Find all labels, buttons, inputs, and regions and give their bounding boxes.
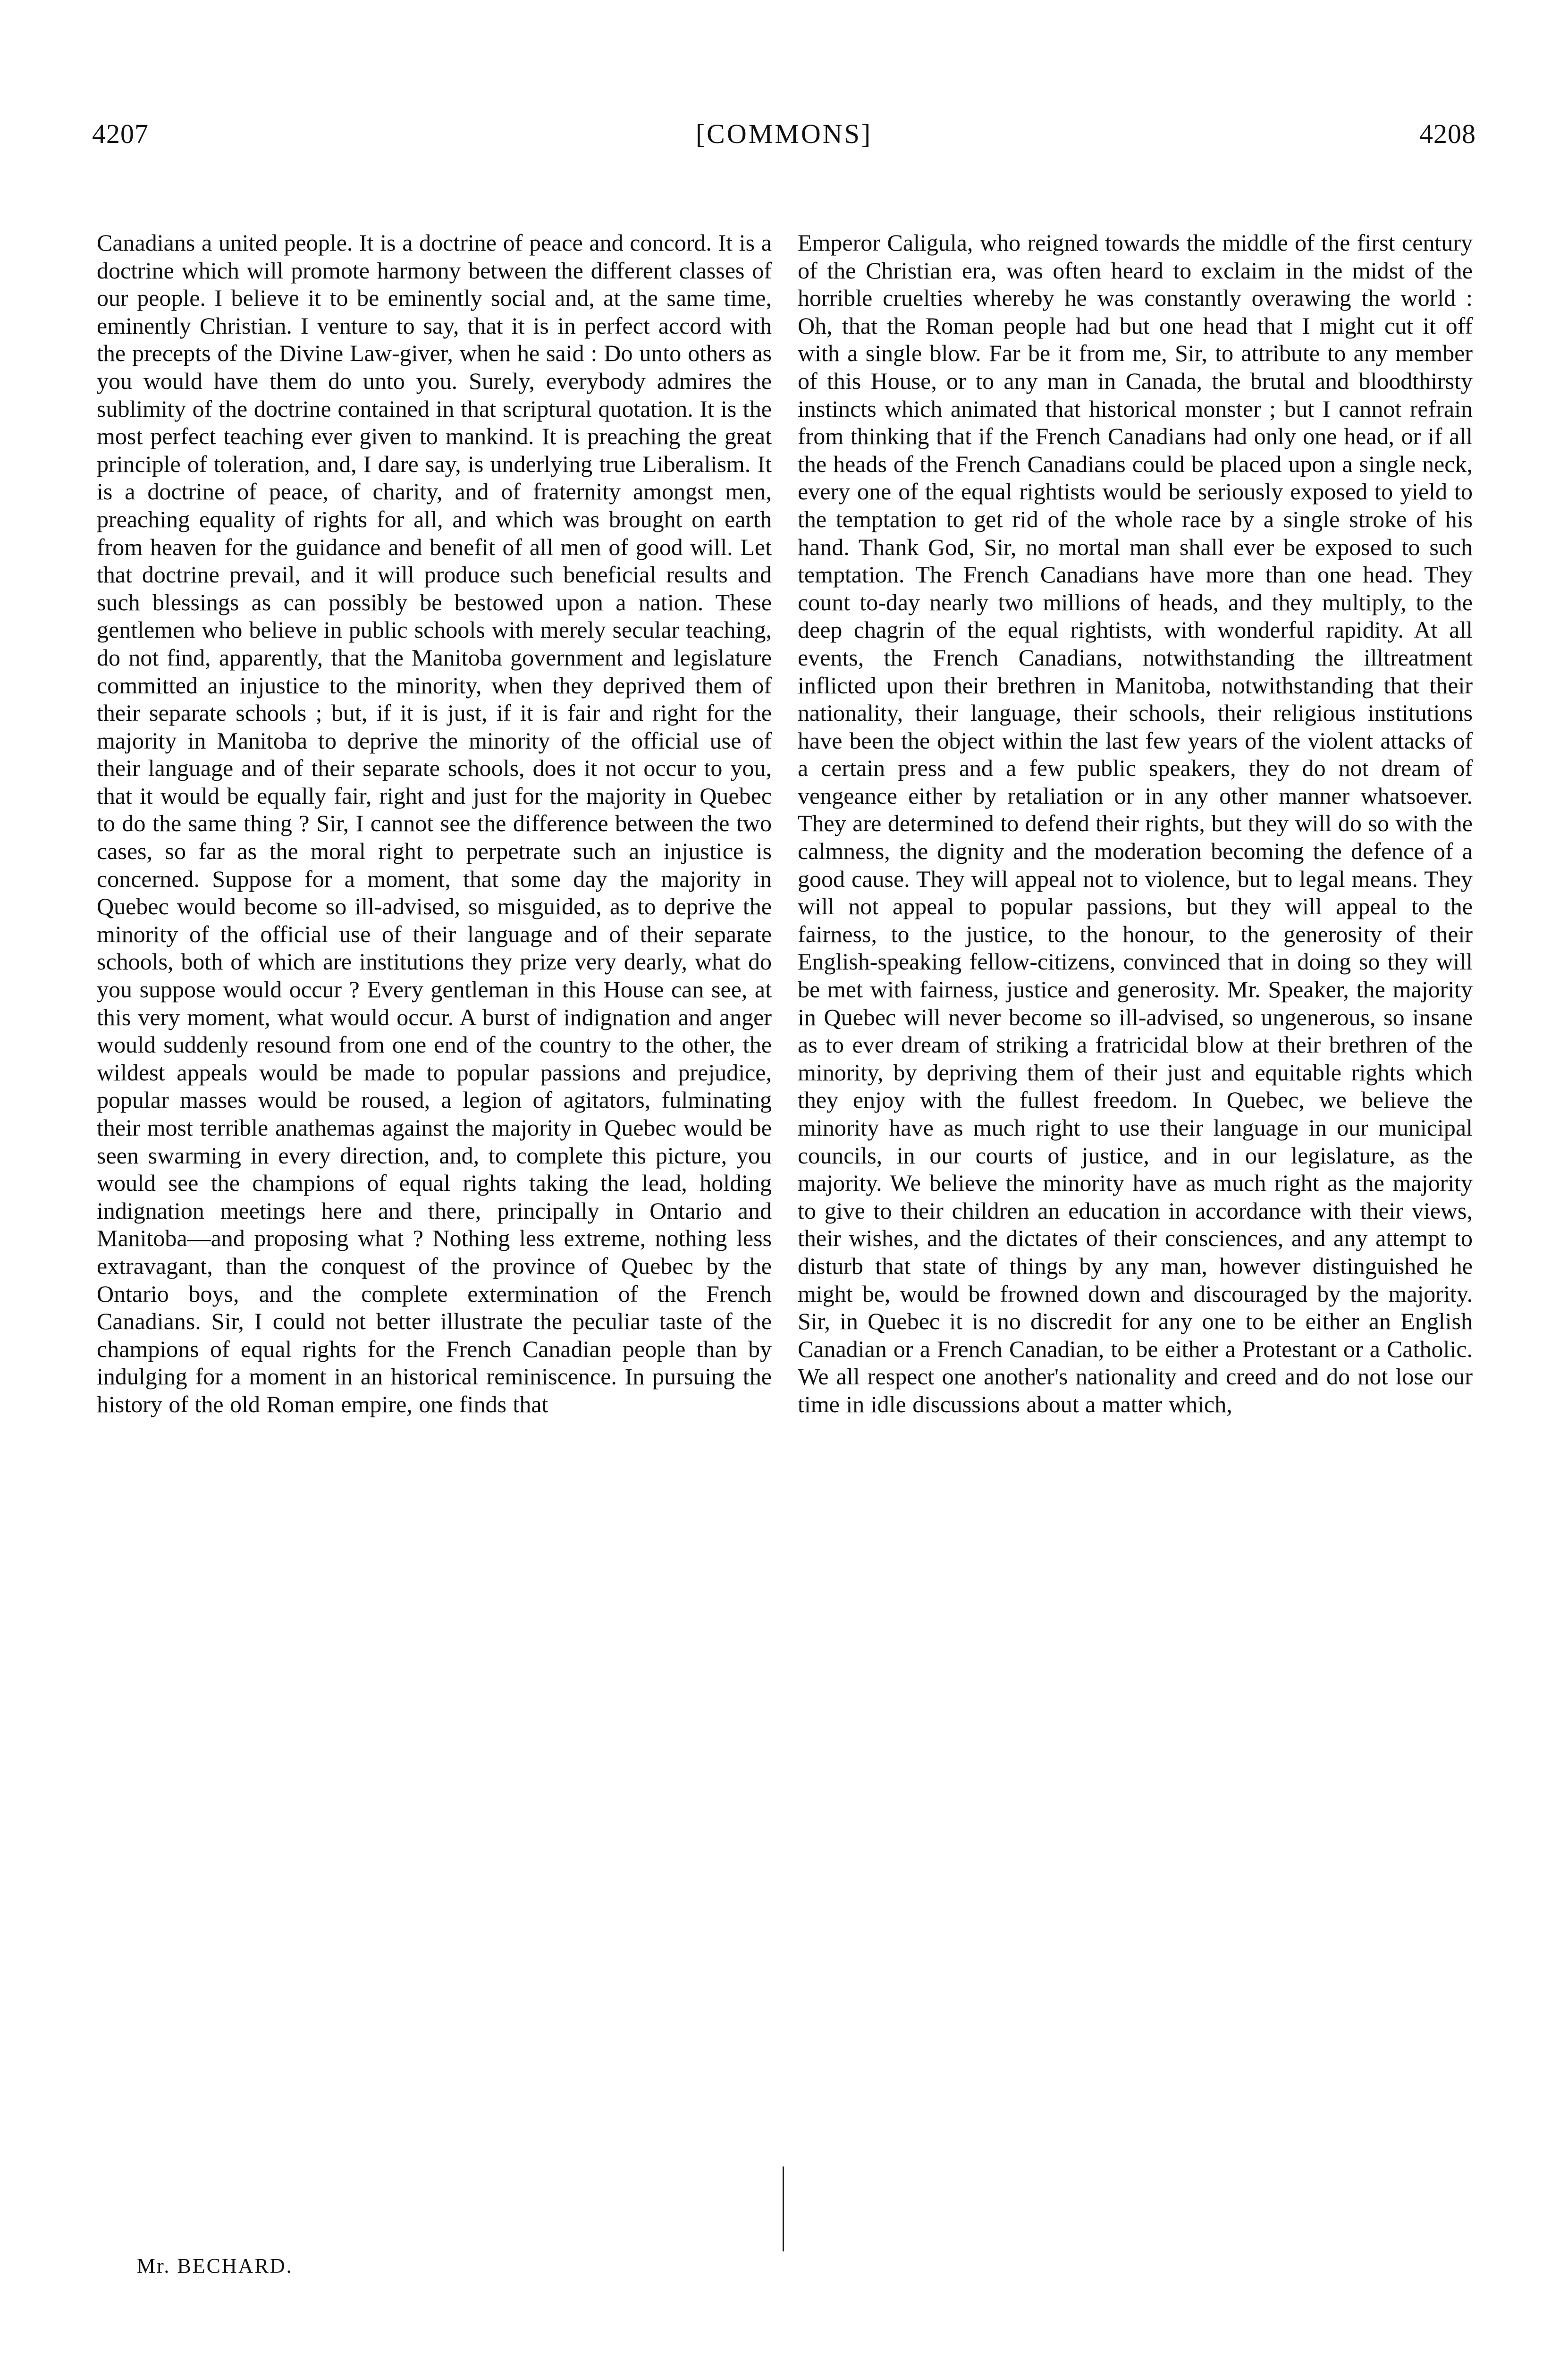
right-column: [798, 229, 1473, 1418]
page-number-left: 4207: [92, 118, 149, 149]
right-column-text: Emperor Caligula, who reigned towards the middle of the first century of the Christian era, was often heard to exclaim in the midst of the horrible cruelties whereby he was constantly overawing the world : Oh, that the Roman people had but one head that I might cut it off with a single blow. Far be it from me, Sir, to attribute to any member of this House, or to any man in Canada, the brutal and bloodthirsty instincts which animated that historical monster ; but I cannot refrain from thinking that if the French Canadians had only one head, or if all the heads of the French Canadians could be placed upon a single neck, every one of the equal rightists would be seriously exposed to yield to the temptation to get rid of the whole race by a single stroke of his hand. Thank God, Sir, no mortal man shall ever be exposed to such temptation. The French Canadians have more than one head. They count to-day nearly two millions of heads, and they multiply, to the deep chagrin of the equal rightists, with wonderful rapidity. At all events, the French Canadians, notwithstanding the illtreatment inflicted upon their brethren in Manitoba, notwithstanding that their nationality, their language, their schools, their religious institutions have been the object within the last few years of the violent attacks of a certain press and a few public speakers, they do not dream of vengeance either by retaliation or in any other manner whatsoever. They are determined to defend their rights, but they will do so with the calmness, the dignity and the moderation becoming the defence of a good cause. They will appeal not to violence, but to legal means. They will not appeal to popular passions, but they will appeal to the fairness, to the justice, to the honour, to the generosity of their English-speaking fellow-citizens, convinced that in doing so they will be met with fairness, justice and generosity. Mr. Speaker, the majority in Quebec will never become so ill-advised, so ungenerous, so insane as to ever dream of striking a fratricidal blow at their brethren of the minority, by depriving them of their just and equitable rights which they enjoy with the fullest freedom. In Quebec, we believe the minority have as much right to use their language in our municipal councils, in our courts of justice, and in our legislature, as the majority. We believe the minority have as much right as the majority to give to their children an education in accordance with their views, their wishes, and the dictates of their consciences, and any attempt to disturb that state of things by any man, however distinguished he might be, would be frowned down and discouraged by the majority. Sir, in Quebec it is no discredit for any one to be either an English Canadian or a French Canadian, to be either a Protestant or a Catholic. We all respect one another's nationality and creed and do not lose our time in idle discussions about a matter which,: [798, 229, 1473, 1417]
speaker-footer: Mr. BECHARD.: [137, 2254, 293, 2277]
page-number-right: 4208: [1419, 118, 1476, 149]
page-header: [92, 118, 1476, 156]
left-column: [97, 229, 772, 1418]
column-rule: [783, 2166, 784, 2251]
header-title: [COMMONS]: [695, 118, 873, 149]
left-column-text: Canadians a united people. It is a doctrine of peace and concord. It is a doctrine which will promote harmony between the different classes of our people. I believe it to be eminently social and, at the same time, eminently Christian. I venture to say, that it is in perfect accord with the precepts of the Divine Law-giver, when he said : Do unto others as you would have them do unto you. Surely, everybody admires the sublimity of the doctrine contained in that scriptural quotation. It is the most perfect teaching ever given to mankind. It is preaching the great principle of toleration, and, I dare say, is underlying true Liberalism. It is a doctrine of peace, of charity, and of fraternity amongst men, preaching equality of rights for all, and which was brought on earth from heaven for the guidance and benefit of all men of good will. Let that doctrine prevail, and it will produce such beneficial results and such blessings as can possibly be bestowed upon a nation. These gentlemen who believe in public schools with merely secular teaching, do not find, apparently, that the Manitoba government and legislature committed an injustice to the minority, when they deprived them of their separate schools ; but, if it is just, if it is fair and right for the majority in Manitoba to deprive the minority of the official use of their language and of their separate schools, does it not occur to you, that it would be equally fair, right and just for the majority in Quebec to do the same thing ? Sir, I cannot see the difference between the two cases, so far as the moral right to perpetrate such an injustice is concerned. Suppose for a moment, that some day the majority in Quebec would become so ill-advised, so misguided, as to deprive the minority of the official use of their language and of their separate schools, both of which are institutions they prize very dearly, what do you suppose would occur ? Every gentleman in this House can see, at this very moment, what would occur. A burst of indignation and anger would suddenly resound from one end of the country to the other, the wildest appeals would be made to popular passions and prejudice, popular masses would be roused, a legion of agitators, fulminating their most terrible anathemas against the majority in Quebec would be seen swarming in every direction, and, to complete this picture, you would see the champions of equal rights taking the lead, holding indignation meetings here and there, principally in Ontario and Manitoba—and proposing what ? Nothing less extreme, nothing less extravagant, than the conquest of the province of Quebec by the Ontario boys, and the complete extermination of the French Canadians. Sir, I could not better illustrate the peculiar taste of the champions of equal rights for the French Canadian people than by indulging for a moment in an historical reminiscence. In pursuing the history of the old Roman empire, one finds that: [97, 229, 772, 1417]
